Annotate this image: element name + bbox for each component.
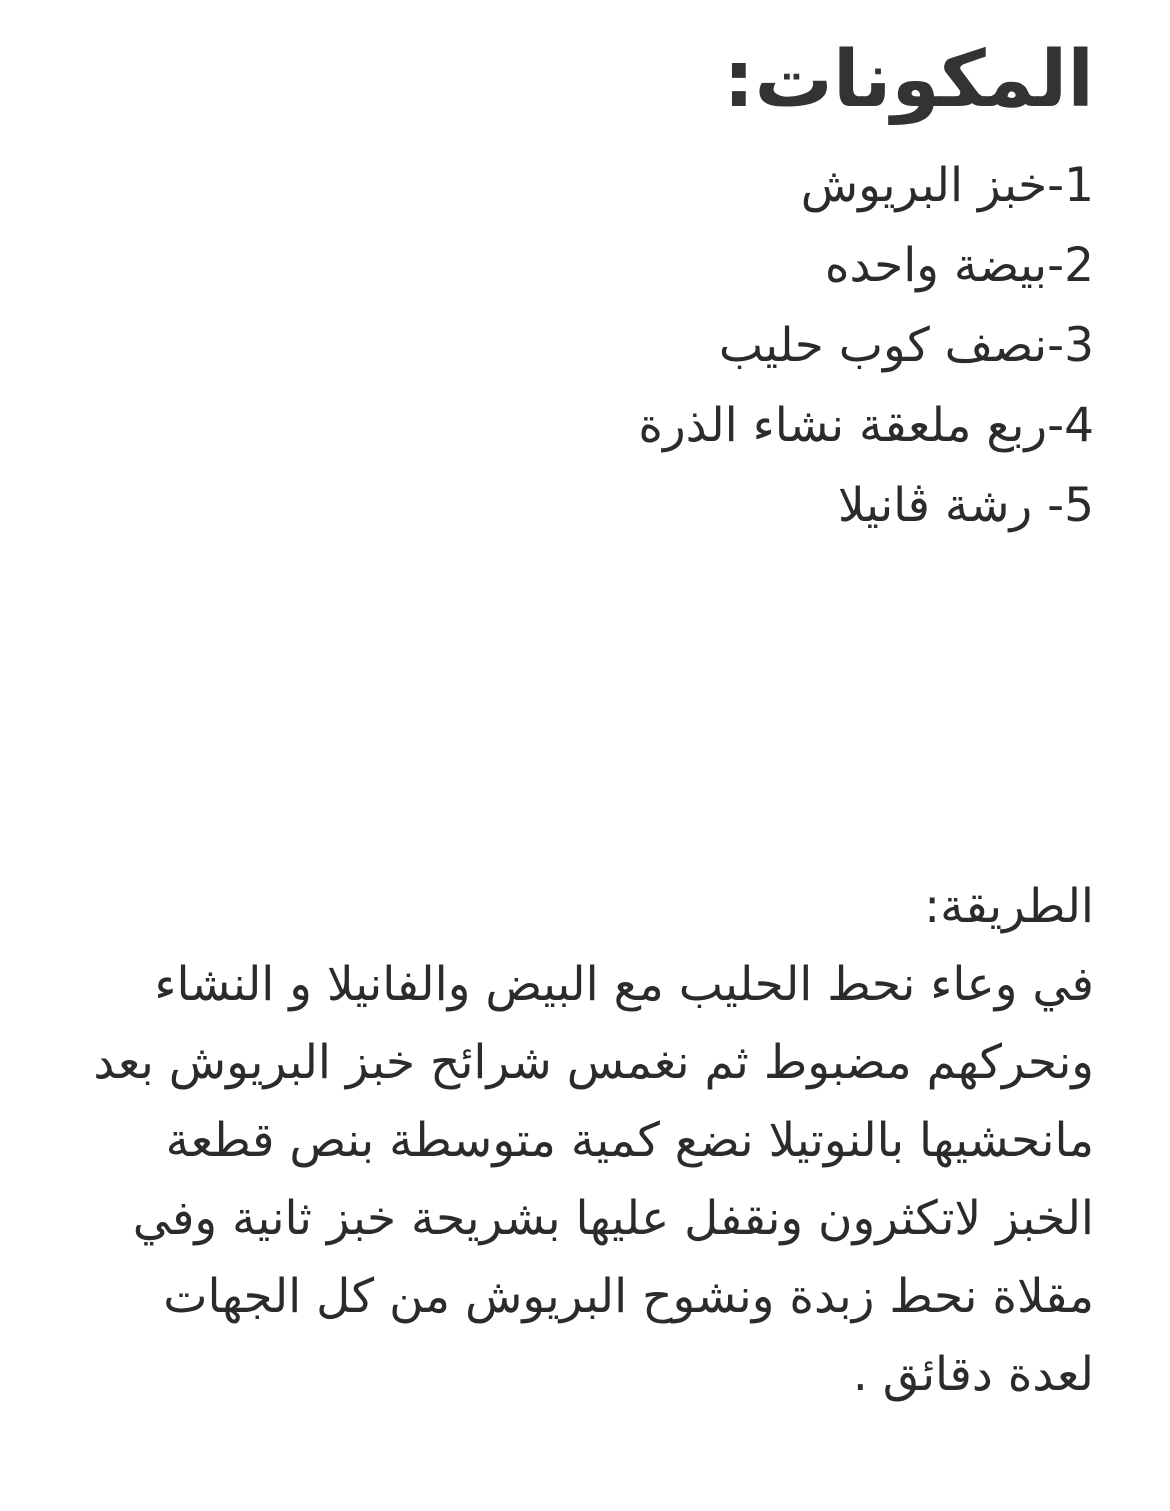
method-text-line: لعدة دقائق . xyxy=(852,1347,1094,1402)
method-text-line: مقلاة نحط زبدة ونشوح البريوش من كل الجهات xyxy=(163,1269,1094,1324)
ingredient-item: 1-خبز البريوش xyxy=(800,158,1094,213)
method-section xyxy=(60,868,1094,1414)
method-text-line: في وعاء نحط الحليب مع البيض والفانيلا و النشاء xyxy=(154,957,1094,1012)
ingredient-item: 2-بيضة واحده xyxy=(824,238,1094,293)
ingredients-heading: المكونات: xyxy=(723,35,1094,125)
ingredient-item: 4-ربع ملعقة نشاء الذرة xyxy=(638,398,1094,453)
method-text-line: ونحركهم مضبوط ثم نغمس شرائح خبز البريوش بعد xyxy=(93,1035,1094,1090)
ingredient-item: 3-نصف كوب حليب xyxy=(718,318,1094,373)
ingredients-list xyxy=(60,146,1094,546)
ingredient-item: 5- رشة ڤانيلا xyxy=(837,478,1094,533)
method-heading: الطريقة: xyxy=(924,879,1094,934)
method-text-line: الخبز لاتكثرون ونقفل عليها بشريحة خبز ثانية وفي xyxy=(132,1191,1094,1246)
method-text-line: مانحشيها بالنوتيلا نضع كمية متوسطة بنص قطعة xyxy=(165,1113,1094,1168)
